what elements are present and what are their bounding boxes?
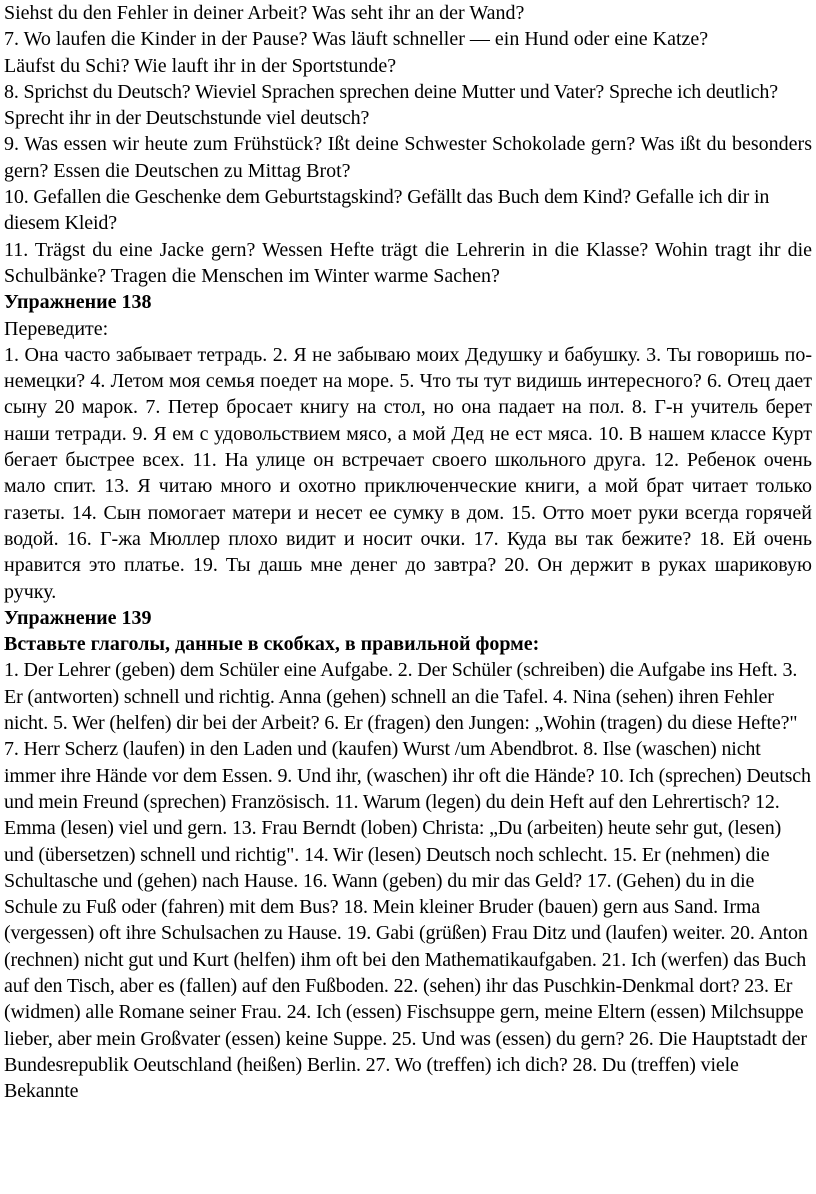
exercise-139-instruction: Вставьте глаголы, данные в скобках, в правильной форме:: [4, 633, 540, 656]
exercise-138-instruction: Переведите:: [4, 317, 109, 340]
paragraph-item-9: 9. Was essen wir heute zum Frühstück? Ißt deine Schwester Schokolade gern? Was ißt du besonders gern? Essen die Deutschen zu Mittag Brot?: [4, 133, 812, 182]
exercise-138-title: Упражнение 138: [4, 291, 152, 314]
paragraph-item-8: 8. Sprichst du Deutsch? Wieviel Sprachen sprechen deine Mutter und Vater? Spreche ich deutlich? Sprecht ihr in der Deutschstunde viel deutsch?: [4, 80, 778, 130]
exercise-139-title: Упражнение 139: [4, 606, 152, 629]
paragraph-line-1: Siehst du den Fehler in deiner Arbeit? Was seht ihr an der Wand?: [4, 2, 525, 24]
paragraph-item-10: 10. Gefallen die Geschenke dem Geburtstagskind? Gefällt das Buch dem Kind? Gefalle ich dir in diesem Kleid?: [4, 186, 770, 235]
paragraph-item-7-line-2: Läufst du Schi? Wie lauft ihr in der Sportstunde?: [4, 54, 397, 77]
paragraph-item-7-line-1: 7. Wo laufen die Kinder in der Pause? Was läuft schneller — ein Hund oder eine Katze?: [4, 28, 709, 51]
exercise-139-text: 1. Der Lehrer (geben) dem Schüler eine Aufgabe. 2. Der Schüler (schreiben) die Aufgabe ins Heft. 3. Er (antworten) schnell und richtig. Anna (gehen) schnell an die Tafel. 4. Nina (sehen) ihren Fehler nicht. 5. Wer (helfen) dir bei der Arbeit? 6. Er (fragen) den Jungen: „Wohin (tragen) du diese Hefte?" 7. Herr Scherz (laufen) in den Laden und (kaufen) Wurst /um Abendbrot. 8. Ilse (waschen) nicht immer ihre Hände vor dem Essen. 9. Und ihr, (waschen) ihr oft die Hände? 10. Ich (sprechen) Deutsch und mein Freund (sprechen) Französisch. 11. Warum (legen) du dein Heft auf den Lehrertisch? 12. Emma (lesen) viel und gern. 13. Frau Berndt (loben) Christa: „Du (arbeiten) heute sehr gut, (lesen) und (übersetzen) schnell und richtig". 14. Wir (lesen) Deutsch noch schlecht. 15. Er (nehmen) die Schultasche und (gehen) nach Hause. 16. Wann (geben) du mir das Geld? 17. (Gehen) du in die Schule zu Fuß oder (fahren) mit dem Bus? 18. Mein kleiner Bruder (bauen) gern aus Sand. Irma (vergessen) oft ihre Schulsachen zu Hause. 19. Gabi (grüßen) Frau Ditz und (laufen) weiter. 20. Anton (rechnen) nicht gut und Kurt (helfen) ihm oft bei den Mathematikaufgaben. 21. Ich (werfen) das Buch auf den Tisch, aber es (fallen) auf den Fußboden. 22. (sehen) ihr das Puschkin-Denkmal dort? 23. Er (widmen) alle Romane seiner Frau. 24. Ich (essen) Fischsuppe gern, meine Eltern (essen) Milchsuppe lieber, aber mein Großvater (essen) keine Suppe. 25. Und was (essen) du gern? 26. Die Hauptstadt der Bundesrepublik Oeutschland (heißen) Berlin. 27. Wo (treffen) ich dich? 28. Du (treffen) viele Bekannte: [4, 659, 811, 1103]
exercise-138-text: 1. Она часто забывает тетрадь. 2. Я не забываю моих Дедушку и бабушку. 3. Ты говоришь по-немецки? 4. Летом моя семья поедет на море. 5. Что ты тут видишь интересного? 6. Отец дает сыну 20 марок. 7. Петер бросает книгу на стол, но она падает на пол. 8. Г-н учитель берет наши тетради. 9. Я ем с удовольствием мясо, а мой Дед не ест мяса. 10. В нашем классе Курт бегает быстрее всех. 11. На улице он встречает своего школьного друга. 12. Ребенок очень мало спит. 13. Я читаю много и охотно приключенческие книги, а мой брат читает только газеты. 14. Сын помогает матери и несет ее сумку в дом. 15. Отто моет руки всегда горячей водой. 16. Г-жа Мюллер плохо видит и носит очки. 17. Куда вы так бежите? 18. Ей очень нравится это платье. 19. Ты дашь мне денег до завтра? 20. Он держит в руках шариковую ручку.: [4, 343, 812, 603]
paragraph-item-11: 11. Trägst du eine Jacke gern? Wessen Hefte trägt die Lehrerin in die Klasse? Wohin tragt ihr die Schulbänke? Tragen die Menschen im Winter warme Sachen?: [4, 238, 812, 287]
